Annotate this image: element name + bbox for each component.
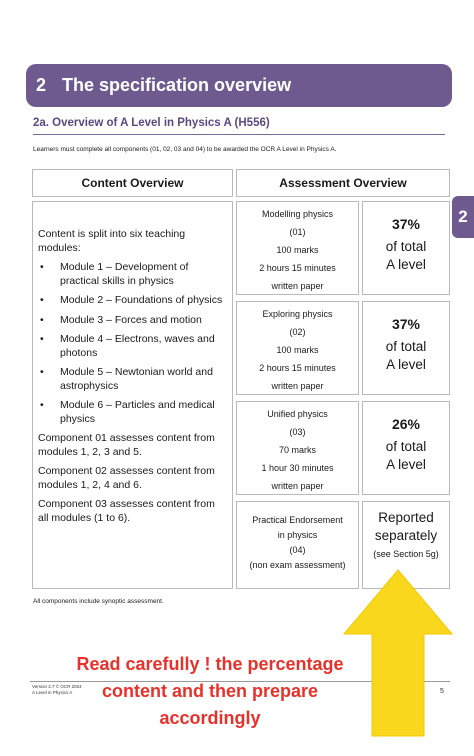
weighting-of-total: of total (385, 339, 427, 354)
paper-box (236, 301, 359, 395)
paper-box (236, 401, 359, 495)
section-number: 2 (36, 75, 47, 95)
module-item: • Module 3 – Forces and motion (38, 314, 226, 328)
component-note: Component 02 assesses content from modules 1, 2, 4 and 6. (38, 465, 215, 491)
section-title: The specification overview (62, 75, 292, 95)
paper-code: (01) (289, 227, 306, 237)
weighting-of-total: of total (385, 439, 427, 454)
paper-name: Exploring physics (262, 309, 333, 319)
weighting-box (362, 301, 450, 395)
paper-box (236, 201, 359, 295)
assessment-overview-header: Assessment Overview (236, 169, 450, 197)
endorsement-name-cont: in physics (277, 530, 318, 540)
endorsement-note: (non exam assessment) (249, 560, 346, 570)
footer-qualification: A Level in Physics A (32, 690, 73, 695)
paper-name: Unified physics (267, 409, 328, 419)
paper-marks: 100 marks (276, 345, 319, 355)
content-overview-header: Content Overview (32, 169, 233, 197)
paper-name: Modelling physics (261, 209, 334, 219)
section-banner (26, 64, 452, 107)
module-item: • Module 1 – Development of practical skills in physics (38, 261, 226, 288)
paper-type: written paper (271, 281, 324, 291)
module-item: • Module 4 – Electrons, waves and photons (38, 333, 226, 360)
weighting-percent: 37% (391, 216, 421, 232)
intro-text: Learners must complete all components (01, 02, 03 and 04) to be awarded the OCR A Level in Physics A. (33, 146, 337, 153)
footer-version: Version 2.7 © OCR 2024 (32, 684, 82, 689)
paper-type: written paper (271, 481, 324, 491)
weighting-percent: 37% (391, 316, 421, 332)
annotation-line: content and then prepare (101, 681, 319, 701)
component-note: Component 01 assesses content from modules 1, 2, 3 and 5. (38, 432, 215, 458)
weighting-box (362, 201, 450, 295)
subheading: 2a. Overview of A Level in Physics A (H556) (33, 117, 445, 135)
module-item: • Module 5 – Newtonian world and astrophysics (38, 366, 226, 393)
weighting-level: A level (386, 257, 426, 272)
paper-type: written paper (271, 381, 324, 391)
paper-duration: 2 hours 15 minutes (259, 263, 336, 273)
component-note: Component 03 assesses content from all modules (1 to 6). (38, 498, 215, 524)
synoptic-note: All components include synoptic assessment. (33, 598, 164, 605)
annotation-line: accordingly (159, 708, 261, 728)
weighting-box (362, 401, 450, 495)
weighting-level: A level (386, 357, 426, 372)
weighting-of-total: of total (385, 239, 427, 254)
paper-marks: 70 marks (278, 445, 316, 455)
module-item: • Module 2 – Foundations of physics (38, 294, 226, 308)
paper-marks: 100 marks (276, 245, 319, 255)
reported-label: Reported (378, 510, 434, 525)
reported-label-cont: separately (374, 528, 438, 543)
content-intro: Content is split into six teaching modules: (38, 228, 186, 254)
endorsement-name: Practical Endorsement (252, 515, 343, 525)
module-list (38, 261, 226, 426)
weighting-level: A level (386, 457, 426, 472)
annotation-text (40, 651, 380, 732)
content-overview-box (32, 201, 233, 589)
annotation-line: Read carefully ! the percentage (76, 654, 344, 674)
section-side-tab[interactable]: 2 (452, 196, 474, 238)
paper-code: (03) (289, 427, 306, 437)
weighting-percent: 26% (391, 416, 421, 432)
page-number: 5 (440, 688, 444, 695)
module-item: • Module 6 – Particles and medical physics (38, 399, 226, 426)
see-section-link[interactable]: (see Section 5g) (373, 549, 439, 559)
paper-code: (02) (289, 327, 306, 337)
paper-duration: 1 hour 30 minutes (261, 463, 334, 473)
paper-duration: 2 hours 15 minutes (259, 363, 336, 373)
endorsement-code: (04) (289, 545, 306, 555)
